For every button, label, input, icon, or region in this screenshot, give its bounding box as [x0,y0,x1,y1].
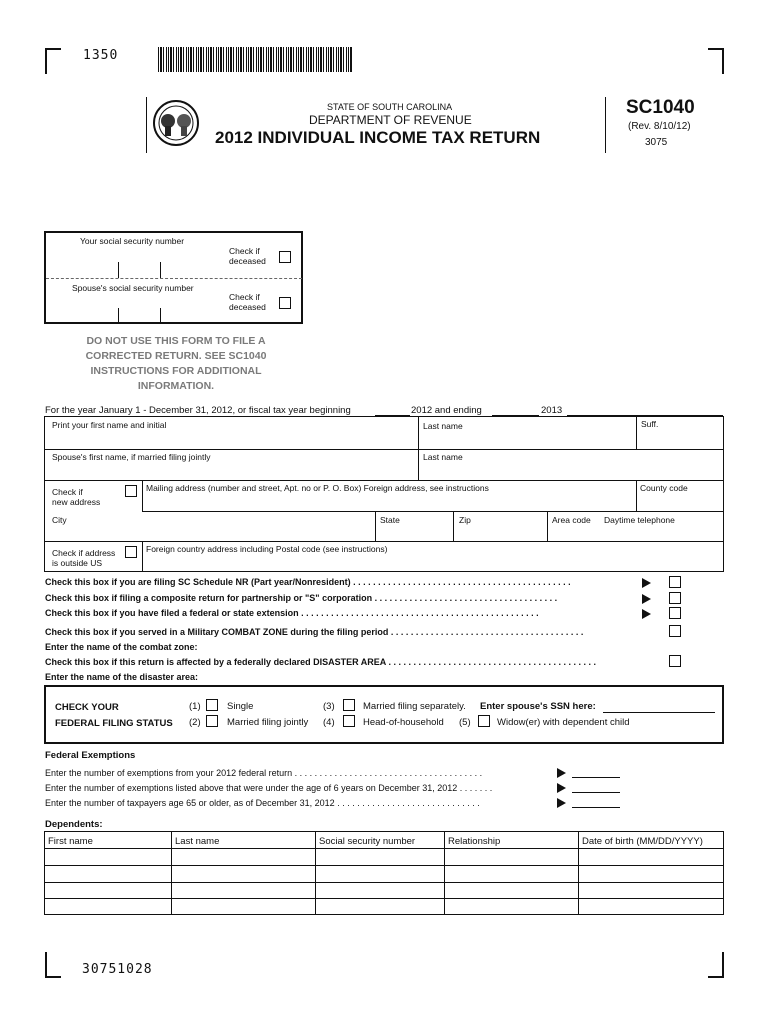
corner-mark-top-right [708,48,724,74]
filing-status-label: CHECK YOUR FEDERAL FILING STATUS [55,702,173,729]
corner-mark-bottom-left [45,952,61,978]
table-row[interactable] [44,865,724,866]
spouse-ssn-input[interactable] [603,712,715,713]
col-first-name: First name [48,836,93,847]
married-jointly-label: Married filing jointly [227,717,309,728]
tax-year-end: 2013 [541,405,563,416]
form-code: 3075 [645,137,668,148]
opt3-num: (3) [323,701,335,712]
combat-zone-name-label: Enter the name of the combat zone: [45,642,198,652]
deceased-label-spouse: Check if deceased [229,292,266,312]
barcode [158,47,353,72]
col-date-of-birth: Date of birth (MM/DD/YYYY) [582,836,703,847]
zip-field[interactable]: Zip [459,515,471,525]
opt5-num: (5) [459,717,471,728]
table-row[interactable] [44,882,724,883]
corner-mark-bottom-right [708,952,724,978]
suffix-field[interactable]: Suff. [641,419,659,429]
new-address-label: Check if new address [52,487,101,507]
arrow-icon [642,609,651,619]
new-address-checkbox[interactable] [125,485,137,497]
outside-us-checkbox[interactable] [125,546,137,558]
arrow-icon [557,783,566,793]
county-code-field[interactable]: County code [640,483,688,493]
nonresident-line: Check this box if you are filing SC Schedule NR (Part year/Nonresident) . . . . . . . . . . . . . . . . . . . . . . . . . . . . . . . . . . . . . . . . . . . . [45,577,571,587]
widower-label: Widow(er) with dependent child [497,717,630,728]
nonresident-checkbox[interactable] [669,576,681,588]
exemptions-heading: Federal Exemptions [45,750,136,761]
col-relationship: Relationship [448,836,501,847]
form-sequence-top: 1350 [83,48,119,63]
spouse-deceased-checkbox[interactable] [279,297,291,309]
exemptions-line-3: Enter the number of taxpayers age 65 or older, as of December 31, 2012 . . . . . . . . . . . . . . . . . . . . . . . . . . . . . [45,798,480,808]
disaster-area-name-label: Enter the name of the disaster area: [45,672,199,682]
tax-year-line: For the year January 1 - December 31, 2012, or fiscal tax year beginning [45,405,351,416]
opt1-num: (1) [189,701,201,712]
single-checkbox[interactable] [206,699,218,711]
married-jointly-checkbox[interactable] [206,715,218,727]
composite-line: Check this box if filing a composite return for partnership or "S" corporation . . . . . . . . . . . . . . . . . . . . . . . . . . . . . . . . . . . . . [45,593,558,603]
form-sequence-bottom: 30751028 [82,962,153,977]
exemptions-line-2: Enter the number of exemptions listed above that were under the age of 6 years on December 31, 2012 . . . . . . . [45,783,493,793]
disaster-area-checkbox[interactable] [669,655,681,667]
daytime-phone-field[interactable]: Daytime telephone [604,515,675,525]
spouse-last-name-field[interactable]: Last name [423,452,463,462]
your-ssn-label: Your social security number [80,236,185,246]
state-seal-icon [152,99,200,147]
spouse-ssn-prompt: Enter spouse's SSN here: [480,701,596,712]
combat-zone-checkbox[interactable] [669,625,681,637]
spouse-ssn-label: Spouse's social security number [72,283,194,293]
arrow-icon [557,768,566,778]
col-last-name: Last name [175,836,220,847]
foreign-address-field[interactable]: Foreign country address including Postal code (see instructions) [146,544,388,554]
exemptions-input-3[interactable] [572,807,620,808]
opt2-num: (2) [189,717,201,728]
form-number: SC1040 [626,97,695,118]
form-title: 2012 INDIVIDUAL INCOME TAX RETURN [215,128,541,147]
arrow-icon [557,798,566,808]
disaster-line: Check this box if this return is affected by a federally declared DISASTER AREA . . . . . . . . . . . . . . . . . . . . . . . . . . . . . . . . . . . . . . . . . . [45,657,596,667]
arrow-icon [642,594,651,604]
single-label: Single [227,701,254,712]
composite-checkbox[interactable] [669,592,681,604]
head-of-household-checkbox[interactable] [343,715,355,727]
your-deceased-checkbox[interactable] [279,251,291,263]
exemptions-input-1[interactable] [572,777,620,778]
married-separately-label: Married filing separately. [363,701,466,712]
combat-line: Check this box if you served in a Military COMBAT ZONE during the filing period . . . . . . . . . . . . . . . . . . . . . . . . . . . . . . . . . . . . . . . [45,627,584,637]
corner-mark-top-left [45,48,61,74]
last-name-field[interactable]: Last name [423,421,463,431]
tax-year-mid: 2012 and ending [411,405,482,416]
spouse-first-name-field[interactable]: Spouse's first name, if married filing jointly [52,452,211,462]
extension-checkbox[interactable] [669,607,681,619]
opt4-num: (4) [323,717,335,728]
form-revision: (Rev. 8/10/12) [628,121,691,132]
exemptions-line-1: Enter the number of exemptions from your 2012 federal return . . . . . . . . . . . . . . . . . . . . . . . . . . . . . . . . . . . . . . [45,768,483,778]
first-name-field[interactable]: Print your first name and initial [52,420,167,430]
head-of-household-label: Head-of-household [363,717,444,728]
department-name: DEPARTMENT OF REVENUE [309,113,472,127]
widower-checkbox[interactable] [478,715,490,727]
col-ssn: Social security number [319,836,416,847]
married-separately-checkbox[interactable] [343,699,355,711]
outside-us-label: Check if address is outside US [52,548,116,568]
deceased-label-your: Check if deceased [229,246,266,266]
state-field[interactable]: State [380,515,400,525]
extension-line: Check this box if you have filed a federal or state extension . . . . . . . . . . . . . . . . . . . . . . . . . . . . . . . . . . . . . . . . . . . . . . . . [45,608,539,618]
city-field[interactable]: City [52,515,67,525]
dependents-heading: Dependents: [45,819,103,830]
table-row[interactable] [44,898,724,899]
exemptions-input-2[interactable] [572,792,620,793]
mailing-address-field[interactable]: Mailing address (number and street, Apt. no or P. O. Box) Foreign address, see instructions [146,483,489,493]
arrow-icon [642,578,651,588]
area-code-field[interactable]: Area code [552,515,591,525]
corrected-return-notice: DO NOT USE THIS FORM TO FILE A CORRECTED RETURN. SEE SC1040 INSTRUCTIONS FOR ADDITIONAL INFORMATION. [85,335,267,392]
state-name: STATE OF SOUTH CAROLINA [327,102,453,112]
